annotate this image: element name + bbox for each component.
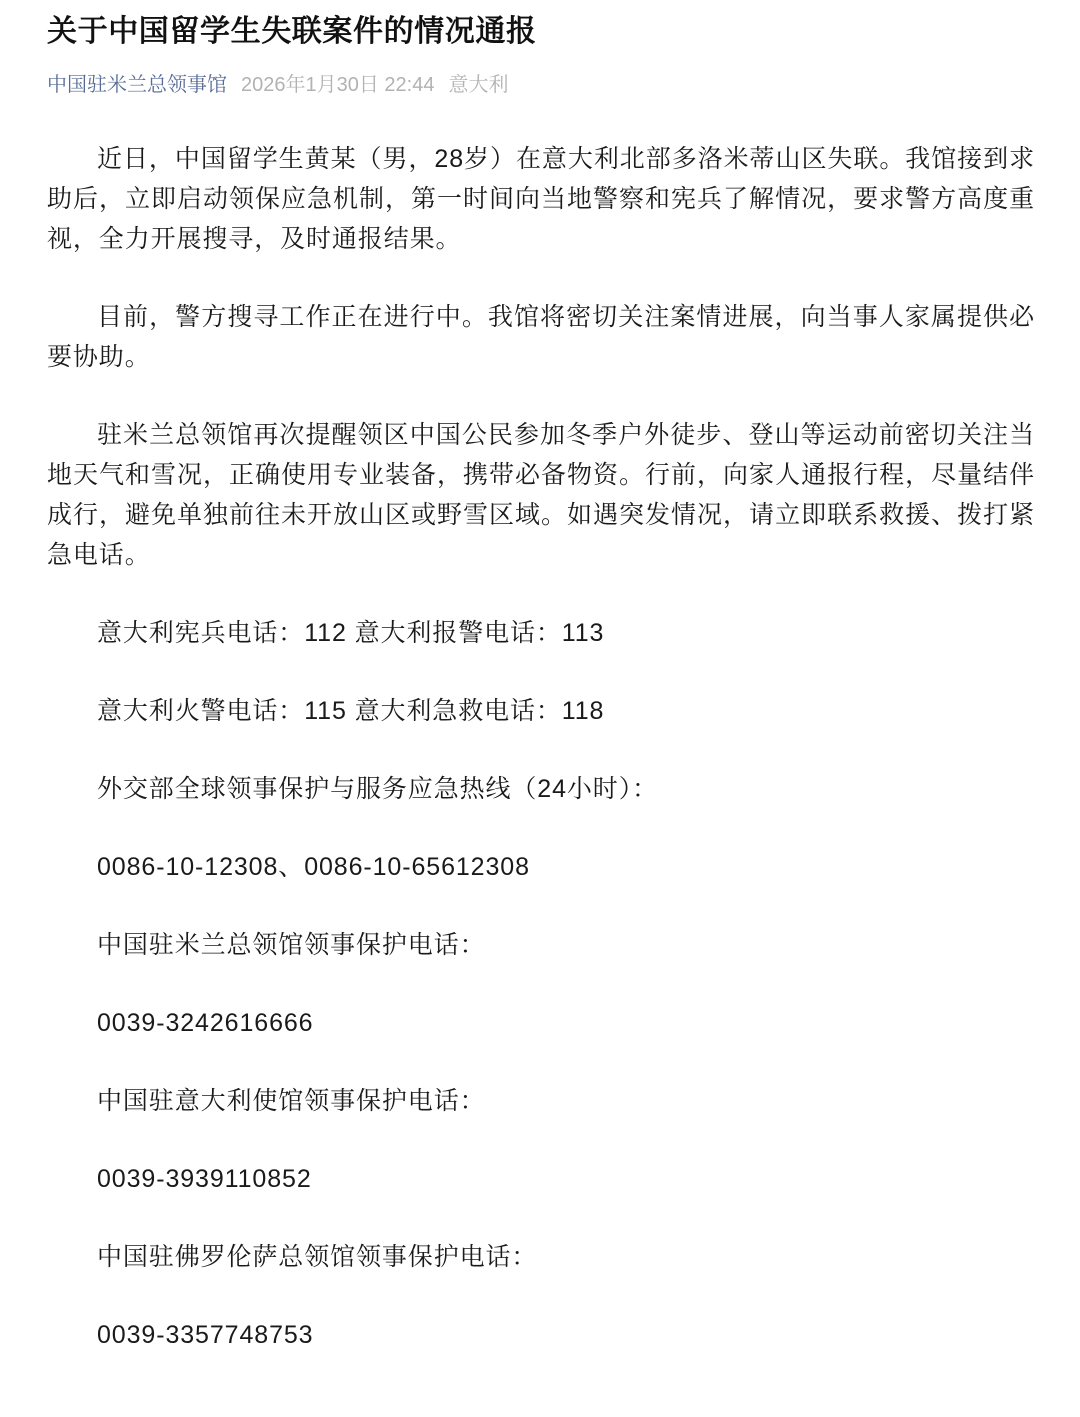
byline (47, 72, 1035, 98)
article-title: 关于中国留学生失联案件的情况通报 (47, 15, 537, 48)
article-paragraph: 近日，中国留学生黄某（男，28岁）在意大利北部多洛米蒂山区失联。我馆接到求助后，立即启动领保应急机制，第一时间向当地警察和宪兵了解情况，要求警方高度重视，全力开展搜寻，及时通报结果。 (47, 145, 1035, 253)
hotline-number: 0039-3357748753 (97, 1321, 314, 1349)
emergency-phone-line: 意大利宪兵电话：112 意大利报警电话：113 (97, 619, 605, 647)
emergency-phone-line: 意大利火警电话：115 意大利急救电话：118 (97, 697, 605, 725)
hotline-label: 中国驻佛罗伦萨总领馆领事保护电话： (97, 1243, 538, 1271)
publish-location: 意大利 (448, 74, 509, 96)
hotline-label: 外交部全球领事保护与服务应急热线（24小时）： (97, 775, 659, 803)
article-paragraph: 驻米兰总领馆再次提醒领区中国公民参加冬季户外徒步、登山等运动前密切关注当地天气和雪况，正确使用专业装备，携带必备物资。行前，向家人通报行程，尽量结伴成行，避免单独前往未开放山区或野雪区域。如遇突发情况，请立即联系救援、拨打紧急电话。 (47, 421, 1035, 569)
hotline-number: 0086-10-12308、0086-10-65612308 (97, 853, 530, 881)
source-account-link[interactable]: 中国驻米兰总领事馆 (47, 74, 227, 96)
hotline-number: 0039-3939110852 (97, 1165, 312, 1193)
article-body (47, 139, 1035, 1355)
article-paragraph: 目前，警方搜寻工作正在进行中。我馆将密切关注案情进展，向当事人家属提供必要协助。 (47, 303, 1035, 371)
publish-datetime: 2026年1月30日 22:44 (241, 74, 435, 96)
hotline-label: 中国驻米兰总领馆领事保护电话： (97, 931, 486, 959)
hotline-label: 中国驻意大利使馆领事保护电话： (97, 1087, 486, 1115)
hotline-number: 0039-3242616666 (97, 1009, 314, 1037)
